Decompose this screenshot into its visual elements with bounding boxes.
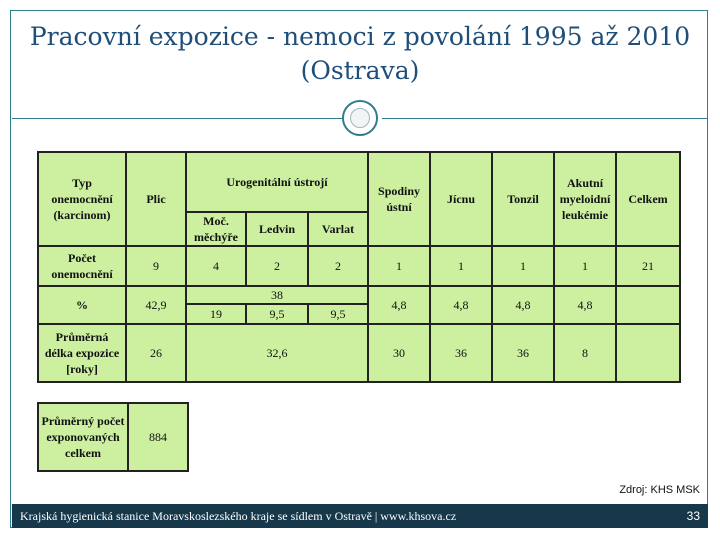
cell-pocet-moc: 4 <box>186 246 246 286</box>
cell-delka-akutni: 8 <box>554 324 616 382</box>
header-moc: Moč. měchýře <box>186 212 246 246</box>
slide-title: Pracovní expozice - nemoci z povolání 1995 až 2010 (Ostrava) <box>29 22 691 85</box>
divider-right <box>382 118 708 119</box>
row-label-pocet: Počet onemocnění <box>38 246 126 286</box>
header-spodiny: Spodiny ústní <box>368 152 430 246</box>
footer-text: Krajská hygienická stanice Moravskoslezského kraje se sídlem v Ostravě | www.khsova.cz <box>20 509 457 523</box>
cell-delka-uro: 32,6 <box>186 324 368 382</box>
source-note: Zdroj: KHS MSK <box>619 484 700 496</box>
cell-pct-varlat: 9,5 <box>308 304 368 324</box>
header-plic: Plic <box>126 152 186 246</box>
header-ledvin: Ledvin <box>246 212 308 246</box>
cell-delka-celkem <box>616 324 680 382</box>
row-label-delka: Průměrná délka expozice [roky] <box>38 324 126 382</box>
cell-pocet-celkem: 21 <box>616 246 680 286</box>
header-akutni: Akutní myeloidní leukémie <box>554 152 616 246</box>
divider-left <box>12 118 342 119</box>
cell-pocet-ledvin: 2 <box>246 246 308 286</box>
cell-pocet-plic: 9 <box>126 246 186 286</box>
cell-pct-spodiny: 4,8 <box>368 286 430 324</box>
footer-bar <box>12 504 708 528</box>
cell-pocet-spodiny: 1 <box>368 246 430 286</box>
exposed-count-table <box>37 402 189 472</box>
cell-pocet-akutni: 1 <box>554 246 616 286</box>
cell-delka-spodiny: 30 <box>368 324 430 382</box>
cell-pocet-tonzil: 1 <box>492 246 554 286</box>
cell-pct-akutni: 4,8 <box>554 286 616 324</box>
cell-delka-tonzil: 36 <box>492 324 554 382</box>
header-urogenital: Urogenitální ústrojí <box>186 152 368 212</box>
cell-pct-moc: 19 <box>186 304 246 324</box>
row-label-pct: % <box>38 286 126 324</box>
header-jicnu: Jícnu <box>430 152 492 246</box>
page-number: 33 <box>686 509 700 523</box>
cell-delka-jicnu: 36 <box>430 324 492 382</box>
cell-pct-plic: 42,9 <box>126 286 186 324</box>
exposure-table <box>37 151 681 383</box>
row-label-pocet-exp: Průměrný počet exponovaných celkem <box>38 403 128 471</box>
header-tonzil: Tonzil <box>492 152 554 246</box>
cell-pocet-exp: 884 <box>128 403 188 471</box>
cell-pocet-jicnu: 1 <box>430 246 492 286</box>
header-celkem: Celkem <box>616 152 680 246</box>
cell-pct-ledvin: 9,5 <box>246 304 308 324</box>
cell-pct-uro-total: 38 <box>186 286 368 304</box>
header-varlat: Varlat <box>308 212 368 246</box>
cell-delka-plic: 26 <box>126 324 186 382</box>
header-typ: Typ onemocnění (karcinom) <box>38 152 126 246</box>
cell-pocet-varlat: 2 <box>308 246 368 286</box>
cell-pct-celkem <box>616 286 680 324</box>
cell-pct-tonzil: 4,8 <box>492 286 554 324</box>
cell-pct-jicnu: 4,8 <box>430 286 492 324</box>
divider-ornament <box>342 100 378 136</box>
